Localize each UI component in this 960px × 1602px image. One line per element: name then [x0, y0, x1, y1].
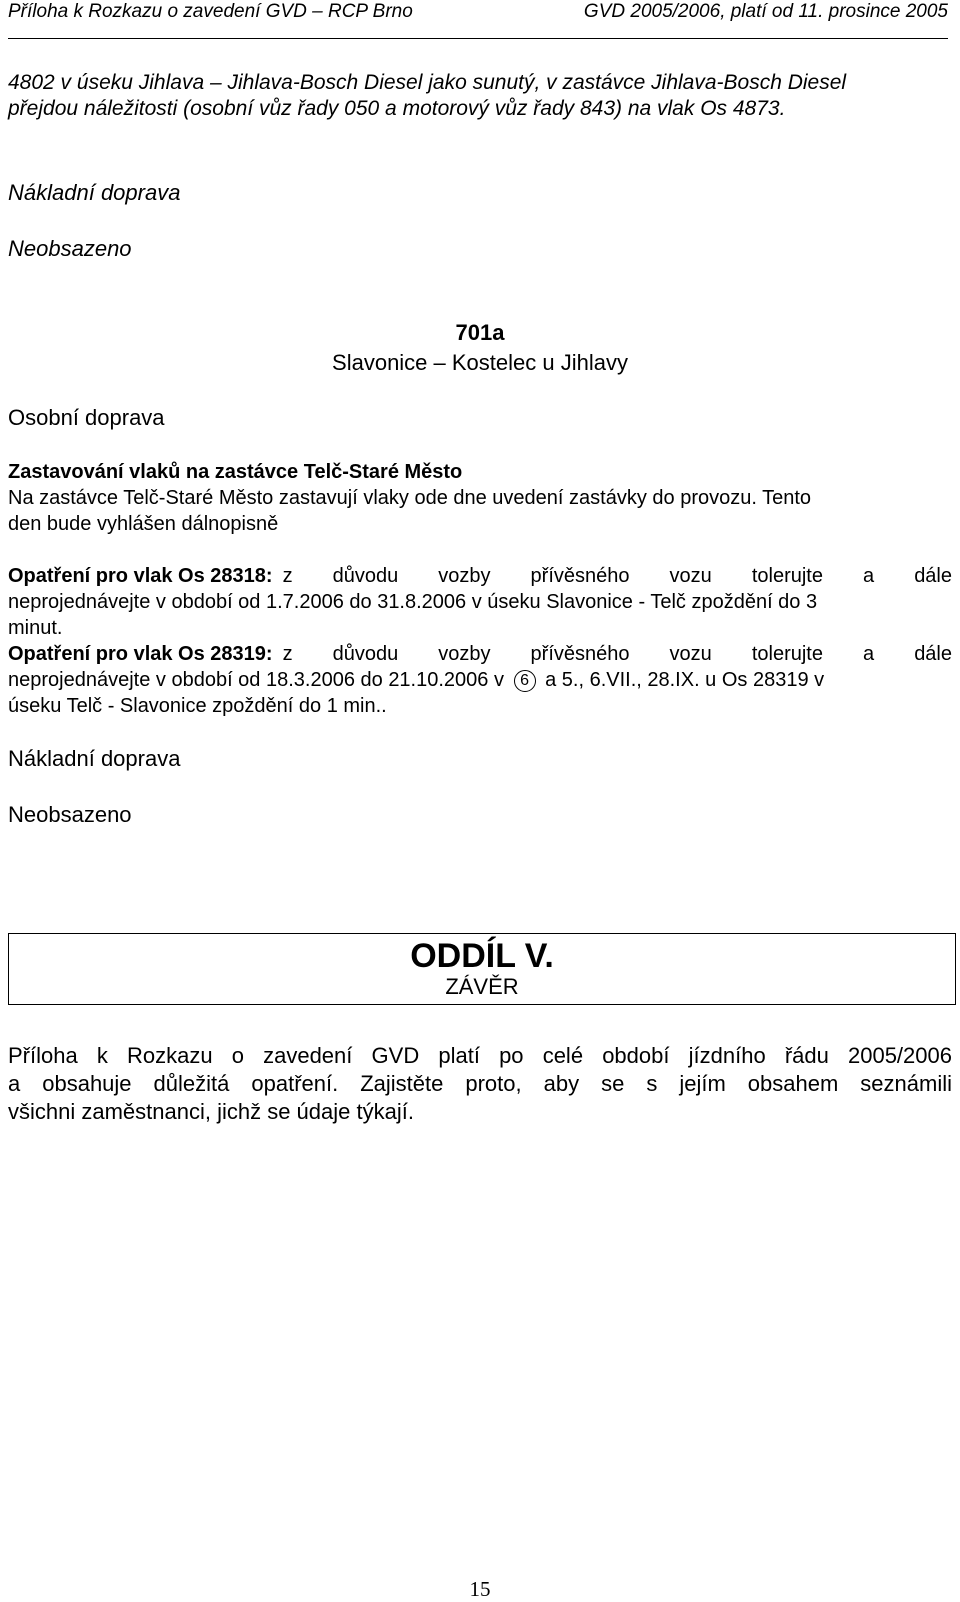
passenger-heading: Osobní doprava — [8, 405, 165, 430]
closing-paragraph — [8, 1042, 952, 1126]
freight-text-2: Neobsazeno — [8, 802, 132, 827]
measure-line — [8, 563, 952, 589]
measure-label: Opatření pro vlak Os 28319: — [8, 643, 273, 665]
measure-line: úseku Telč - Slavonice zpoždění do 1 min.. — [8, 695, 387, 717]
day-symbol-circled: 6 — [514, 670, 536, 692]
route-number: 701a — [455, 320, 505, 345]
measure-text: a 5., 6.VII., 28.IX. u Os 28319 v — [545, 669, 825, 691]
header-left-text: Příloha k Rozkazu o zavedení GVD – RCP Brno — [8, 1, 413, 22]
measure-os-28318 — [8, 563, 952, 641]
stop-line: Na zastávce Telč-Staré Město zastavují vlaky ode dne uvedení zastávky do provozu. Tento — [8, 487, 812, 509]
measure-line: minut. — [8, 617, 63, 639]
freight-heading-1: Nákladní doprava — [8, 180, 181, 205]
closing-line: Příloha k Rozkazu o zavedení GVD platí po celé období jízdního řádu 2005/2006 — [8, 1043, 952, 1068]
measure-line: neprojednávejte v období od 1.7.2006 do 31.8.2006 v úseku Slavonice - Telč zpoždění do 3 — [8, 591, 818, 613]
closing-line: a obsahuje důležitá opatření. Zajistěte proto, aby se s jejím obsahem seznámili — [8, 1071, 952, 1096]
freight-heading-2: Nákladní doprava — [8, 746, 181, 771]
section-box — [8, 933, 956, 1005]
page-number: 15 — [469, 1577, 491, 1601]
stop-line: den bude vyhlášen dálnopisně — [8, 513, 279, 535]
stop-heading: Zastavování vlaků na zastávce Telč-Staré Město — [8, 461, 463, 483]
closing-line: všichni zaměstnanci, jichž se údaje týkají. — [8, 1099, 414, 1124]
route-name: Slavonice – Kostelec u Jihlavy — [332, 350, 628, 375]
route-heading — [0, 318, 960, 378]
measure-label: Opatření pro vlak Os 28318: — [8, 565, 273, 587]
measure-text: z důvodu vozby přívěsného vozu tolerujte a dále — [282, 643, 952, 665]
measure-text: neprojednávejte v období od 18.3.2006 do 21.10.2006 v — [8, 669, 504, 691]
measure-line — [8, 667, 952, 693]
freight-text-1: Neobsazeno — [8, 236, 132, 261]
intro-paragraph — [8, 70, 952, 122]
measure-os-28319 — [8, 641, 952, 719]
section-title: ODDÍL V. — [410, 937, 554, 975]
page-header — [8, 0, 948, 39]
intro-line: přejdou náležitosti (osobní vůz řady 050 a motorový vůz řady 843) na vlak Os 4873. — [8, 97, 786, 120]
section-subtitle: ZÁVĚR — [445, 974, 519, 999]
measure-text: z důvodu vozby přívěsného vozu tolerujte a dále — [282, 565, 952, 587]
header-right-text: GVD 2005/2006, platí od 11. prosince 2005 — [583, 1, 948, 22]
measure-line — [8, 641, 952, 667]
intro-line: 4802 v úseku Jihlava – Jihlava-Bosch Diesel jako sunutý, v zastávce Jihlava-Bosch Diesel — [8, 71, 847, 94]
stop-paragraph — [8, 485, 952, 537]
